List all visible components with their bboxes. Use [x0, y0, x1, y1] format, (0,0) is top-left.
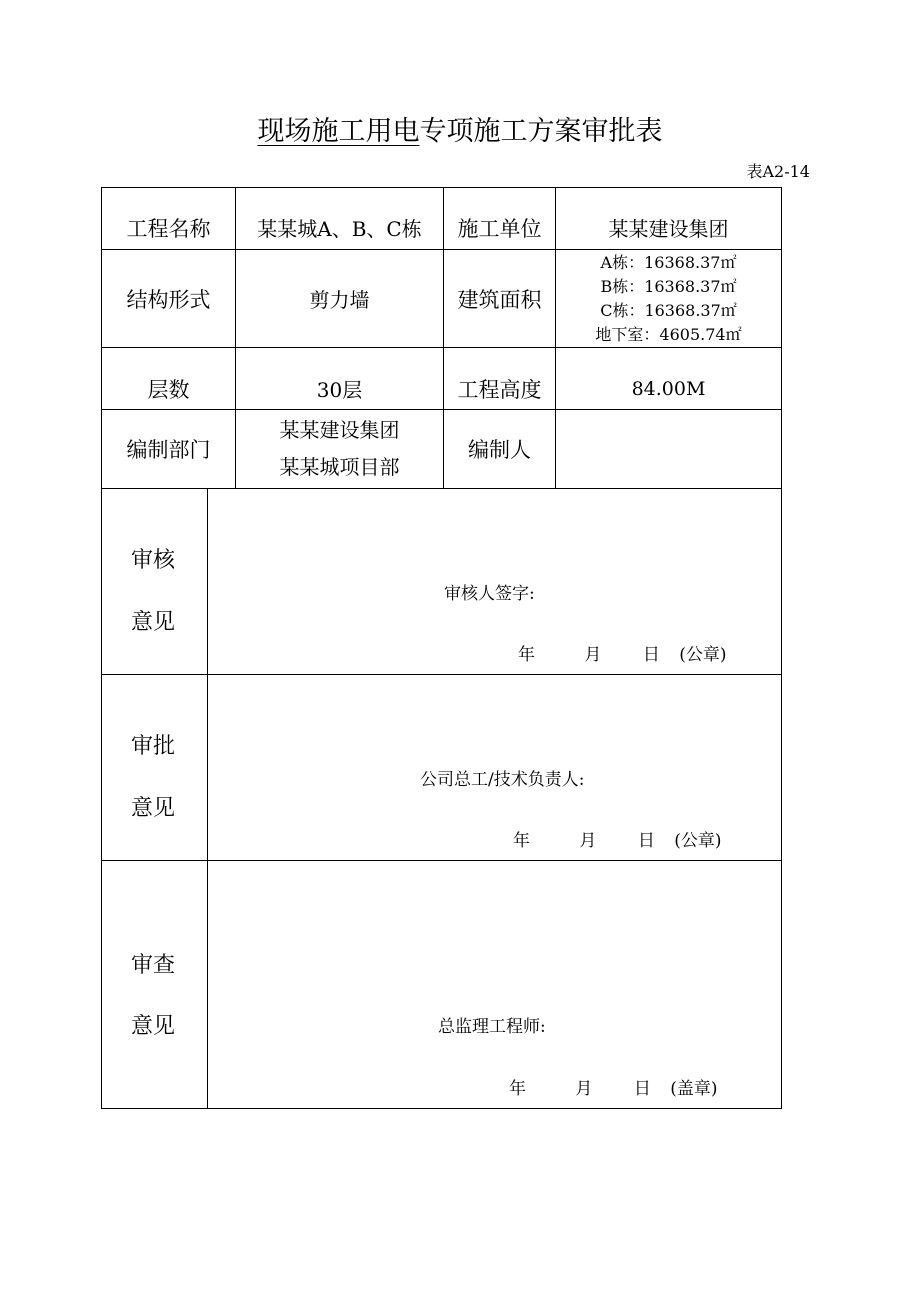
inspection-seal: (盖章): [670, 1079, 718, 1099]
review-label-line2: 意见: [131, 610, 176, 635]
approval-date-line: [513, 830, 721, 852]
structure-value: 剪力墙: [309, 288, 370, 312]
area-a-building: A栋：16368.37㎡: [600, 252, 737, 272]
review-signer: 审核人签字:: [444, 584, 535, 604]
height-value: 84.00M: [631, 377, 706, 400]
area-basement: 地下室：4605.74㎡: [595, 324, 742, 344]
dept-line-2: 某某城项目部: [279, 455, 400, 479]
review-month: 月: [584, 645, 602, 665]
inspection-year: 年: [509, 1079, 526, 1099]
project-name-label: 工程名称: [126, 216, 211, 241]
contractor-value: 某某建设集团: [608, 217, 729, 241]
form-code: 表A2-14: [746, 162, 810, 181]
document-title: [0, 112, 920, 152]
height-label: 工程高度: [457, 377, 542, 402]
inspection-label-line2: 意见: [131, 1014, 176, 1039]
floors-label: 层数: [147, 377, 190, 402]
approval-month: 月: [579, 831, 597, 851]
title-underlined-part: 现场施工用电: [257, 116, 420, 147]
preparer-label: 编制人: [468, 438, 531, 462]
approval-year: 年: [513, 831, 530, 851]
approval-day: 日: [637, 831, 655, 851]
preparer-value: [556, 410, 781, 488]
title-rest: 专项施工方案审批表: [419, 116, 663, 147]
inspection-date-line: [509, 1078, 717, 1100]
inspection-day: 日: [633, 1079, 651, 1099]
dept-value: [236, 410, 443, 488]
review-label-line1: 审核: [131, 548, 176, 573]
contractor-label: 施工单位: [457, 216, 542, 241]
project-name-value: 某某城A、B、C栋: [257, 217, 422, 241]
inspection-month: 月: [575, 1079, 593, 1099]
approval-label-line1: 审批: [131, 734, 176, 759]
review-date-line: [518, 644, 726, 666]
dept-label: 编制部门: [126, 438, 211, 462]
floors-value: 30层: [316, 378, 363, 402]
structure-label: 结构形式: [126, 287, 211, 312]
review-year: 年: [518, 645, 535, 665]
inspection-signer: 总监理工程师:: [438, 1017, 546, 1037]
approval-seal: (公章): [674, 831, 722, 851]
review-day: 日: [642, 645, 660, 665]
area-b-building: B栋：16368.37㎡: [600, 276, 737, 296]
dept-line-1: 某某建设集团: [279, 418, 400, 442]
approval-label-line2: 意见: [131, 796, 176, 821]
approval-signer: 公司总工/技术负责人:: [420, 770, 585, 790]
area-values: [556, 250, 781, 347]
inspection-label-line1: 审查: [131, 953, 176, 978]
area-label: 建筑面积: [457, 287, 542, 312]
review-seal: (公章): [679, 645, 727, 665]
area-c-building: C栋：16368.37㎡: [600, 300, 737, 320]
